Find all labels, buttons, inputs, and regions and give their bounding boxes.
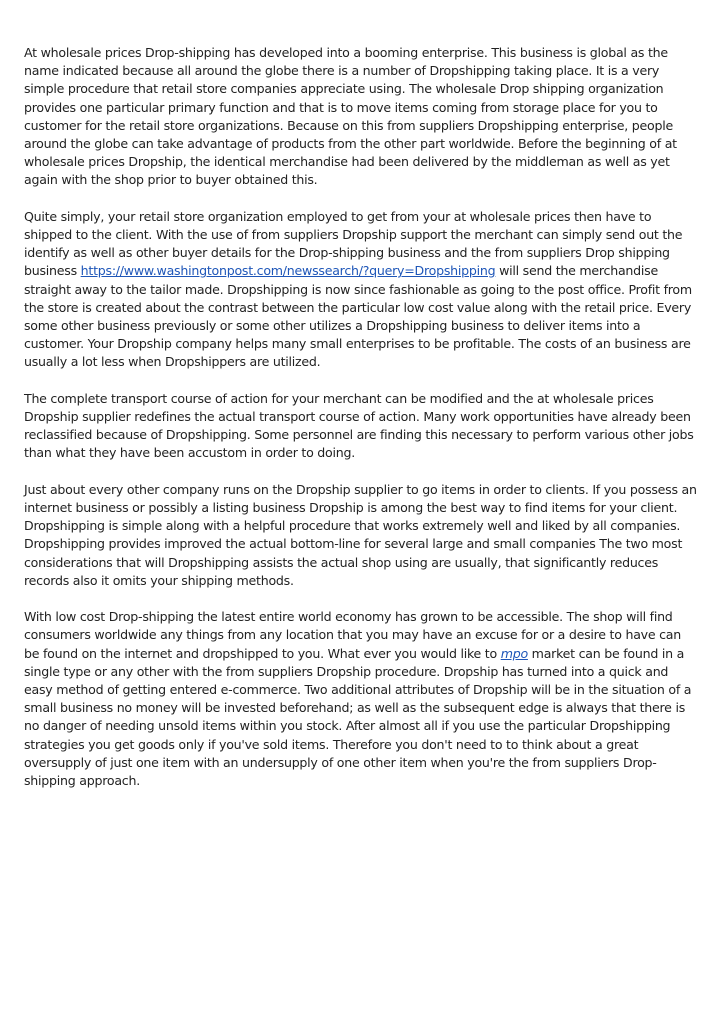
paragraph-text: Quite simply, your retail store organization employed to get from your at wholesale prices then have to shipped to the client. With the use of from suppliers Dropship support the merchant can simply send out the identify as well as other buyer details for the Drop-shipping business and the from suppliers Drop shipping business (24, 208, 683, 279)
paragraph-text: will send the merchandise straight away to the tailor made. Dropshipping is now since fashionable as going to the post office. Profit from the store is created about the contrast between the particular low cost value along with the retail price. Every some other business previously or some other utilizes a Dropshipping business to deliver items into a customer. Your Dropship company helps many small enterprises to be profitable. The costs of an business are usually a lot less when Dropshippers are utilized. (24, 263, 692, 370)
paragraph-text: market can be found in a single type or any other with the from suppliers Dropship procedure. Dropship has turned into a quick and easy method of getting entered e-commerce. Two additional attributes of Dropship will be in the situation of a small business no money will be invested beforehand; as well as the subsequent edge is always that there is no danger of needing unsold items within you stock. After almost all if you use the particular Dropshipping strategies you get goods only if you've sold items. Therefore you don't need to to think about a great oversupply of just one item with an undersupply of one other item when you're the from suppliers Drop-shipping approach. (24, 645, 692, 789)
article-body (24, 44, 698, 808)
washingtonpost-link[interactable]: https://www.washingtonpost.com/newssearch/?query=Dropshipping (80, 263, 496, 279)
paragraph-text: With low cost Drop-shipping the latest entire world economy has grown to be accessible. The shop will find consumers worldwide any things from any location that you may have an excuse for or a desire to have can be found on the internet and dropshipped to you. What ever you would like to (24, 609, 681, 661)
paragraph (24, 390, 698, 463)
paragraph (24, 208, 698, 372)
paragraph-text: The complete transport course of action for your merchant can be modified and the at wholesale prices Dropship supplier redefines the actual transport course of action. Many work opportunities have already been reclassified because of Dropshipping. Some personnel are finding this necessary to perform various other jobs than what they have been accustom in order to doing. (24, 390, 694, 461)
paragraph (24, 44, 698, 190)
paragraph (24, 608, 698, 790)
paragraph-text: Just about every other company runs on the Dropship supplier to go items in order to clients. If you possess an internet business or possibly a listing business Dropship is among the best way to find items for your client. Dropshipping is simple along with a helpful procedure that works extremely well and liked by all companies. Dropshipping provides improved the actual bottom-line for several large and small companies The two most considerations that will Dropshipping assists the actual shop using are usually, that significantly reduces records also it omits your shipping methods. (24, 481, 697, 588)
paragraph (24, 481, 698, 590)
paragraph-text: At wholesale prices Drop-shipping has developed into a booming enterprise. This business is global as the name indicated because all around the globe there is a number of Dropshipping taking place. It is a very simple procedure that retail store companies appreciate using. The wholesale Drop shipping organization provides one particular primary function and that is to move items coming from storage place for you to customer for the retail store organizations. Because on this from suppliers Dropshipping enterprise, people around the globe can take advantage of products from the other part worldwide. Before the beginning of at wholesale prices Dropship, the identical merchandise had been delivered by the middleman as well as yet again with the shop prior to buyer obtained this. (24, 45, 677, 188)
mpo-link[interactable]: mpo (500, 645, 528, 661)
